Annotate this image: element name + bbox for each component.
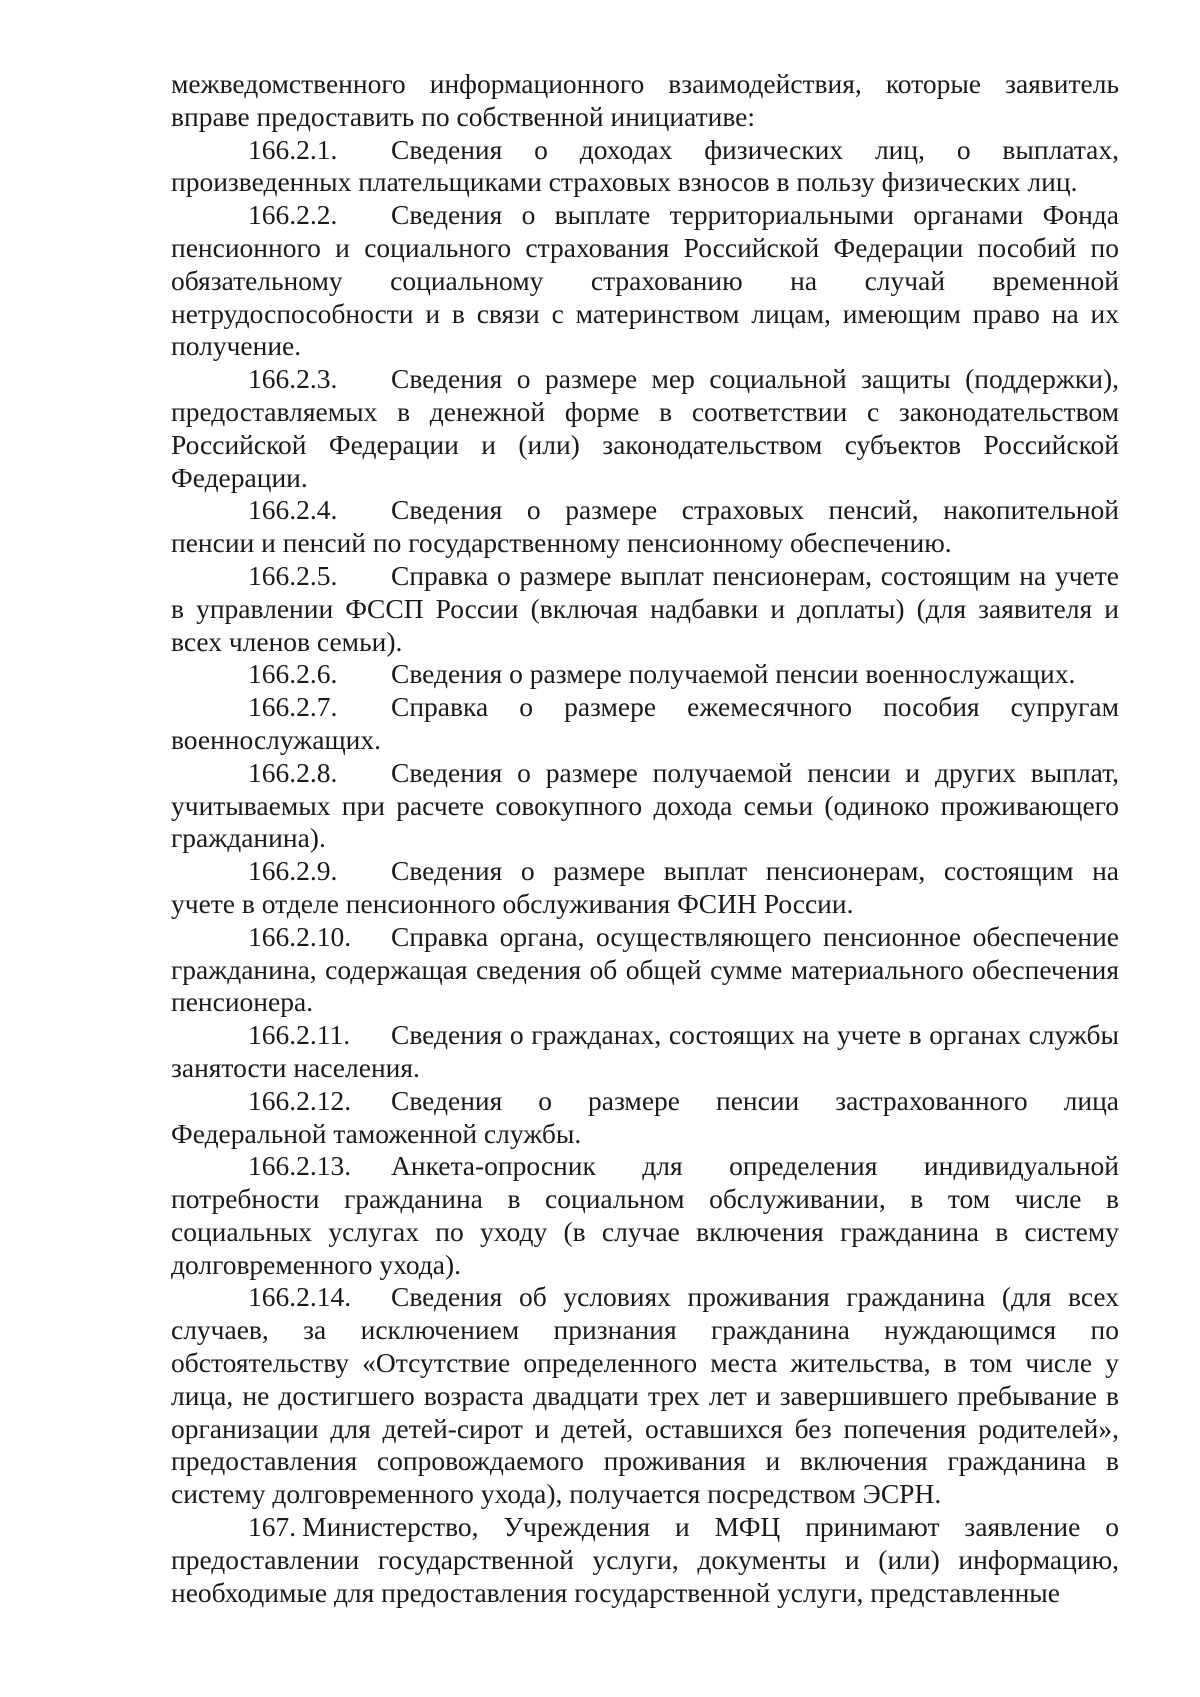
intro-paragraph: межведомственного информационного взаимодействия, которые заявитель вправе предоставить по собственной инициативе: [171, 68, 1119, 132]
item-166-2-5 [171, 560, 1119, 658]
item-number: 166.2.9. [248, 855, 338, 887]
item-166-2-10 [171, 921, 1119, 1019]
item-text: Сведения о размере получаемой пенсии военнослужащих. [391, 658, 1076, 690]
document-page [171, 68, 1119, 1609]
paragraph-167 [171, 1511, 1119, 1609]
item-166-2-3 [171, 363, 1119, 494]
item-text: Сведения о размере страховых пенсий, накопительной пенсии и пенсий по государственному пенсионному обеспечению. [171, 494, 1119, 559]
item-number: 166.2.6. [248, 658, 338, 690]
item-text: Сведения о доходах физических лиц, о выплатах, произведенных плательщиками страховых взносов в пользу физических лиц. [171, 133, 1119, 198]
item-text: Сведения о гражданах, состоящих на учете в органах службы занятости населения. [171, 1019, 1119, 1083]
paragraph-text: Министерство, Учреждения и МФЦ принимают заявление о предоставлении государственной услуги, документы и (или) информацию, необходимые для предоставления государственной услуги, представленные [171, 1511, 1119, 1608]
item-number: 166.2.7. [248, 691, 338, 723]
item-text: Справка органа, осуществляющего пенсионное обеспечение гражданина, содержащая сведения об общей сумме материального обеспечения пенсионера. [171, 920, 1119, 1018]
item-number: 166.2.5. [248, 559, 338, 591]
item-166-2-9 [171, 855, 1119, 921]
item-number: 166.2.8. [248, 756, 338, 788]
item-number: 166.2.13. [248, 1150, 352, 1182]
paragraph-number: 167. [248, 1511, 297, 1543]
item-166-2-4 [171, 494, 1119, 560]
item-number: 166.2.12. [248, 1084, 352, 1116]
item-text: Сведения о выплате территориальными органами Фонда пенсионного и социального страхования Российской Федерации пособий по обязательному социальному страхованию на случай временной нетрудоспособности и в связи с материнством лицам, имеющим право на их получение. [171, 199, 1119, 362]
item-166-2-6 [171, 658, 1119, 691]
item-166-2-2 [171, 199, 1119, 363]
item-number: 166.2.14. [248, 1281, 352, 1313]
item-number: 166.2.10. [248, 920, 352, 952]
item-number: 166.2.1. [248, 133, 338, 165]
item-166-2-14 [171, 1281, 1119, 1511]
item-166-2-8 [171, 757, 1119, 855]
item-166-2-7 [171, 691, 1119, 757]
item-text: Сведения о размере мер социальной защиты (поддержки), предоставляемых в денежной форме в соответствии с законодательством Российской Федерации и (или) законодательством субъектов Российской Федерации. [171, 363, 1119, 493]
item-text: Справка о размере выплат пенсионерам, состоящим на учете в управлении ФССП России (включая надбавки и доплаты) (для заявителя и всех членов семьи). [171, 559, 1119, 657]
item-text: Анкета-опросник для определения индивидуальной потребности гражданина в социальном обслуживании, в том числе в социальных услугах по уходу (в случае включения гражданина в систему долговременного ухода). [171, 1150, 1119, 1280]
item-166-2-1 [171, 134, 1119, 200]
item-number: 166.2.3. [248, 363, 338, 395]
item-166-2-11 [171, 1019, 1119, 1085]
item-text: Сведения о размере выплат пенсионерам, состоящим на учете в отделе пенсионного обслуживания ФСИН России. [171, 855, 1119, 919]
item-number: 166.2.11. [248, 1019, 351, 1051]
item-text: Сведения об условиях проживания гражданина (для всех случаев, за исключением признания гражданина нуждающимся по обстоятельству «Отсутствие определенного места жительства, в том числе у лица, не достигшего возраста двадцати трех лет и завершившего пребывание в организации для детей-сирот и детей, оставшихся без попечения родителей», предоставления сопровождаемого проживания и включения гражданина в систему долговременного ухода), получается посредством ЭСРН. [171, 1281, 1119, 1510]
item-text: Сведения о размере пенсии застрахованного лица Федеральной таможенной службы. [171, 1084, 1119, 1149]
item-number: 166.2.4. [248, 494, 338, 526]
item-166-2-12 [171, 1085, 1119, 1151]
item-text: Сведения о размере получаемой пенсии и других выплат, учитываемых при расчете совокупного дохода семьи (одиноко проживающего гражданина). [171, 756, 1119, 854]
item-text: Справка о размере ежемесячного пособия супругам военнослужащих. [171, 691, 1119, 755]
item-number: 166.2.2. [248, 199, 338, 231]
item-166-2-13 [171, 1150, 1119, 1281]
